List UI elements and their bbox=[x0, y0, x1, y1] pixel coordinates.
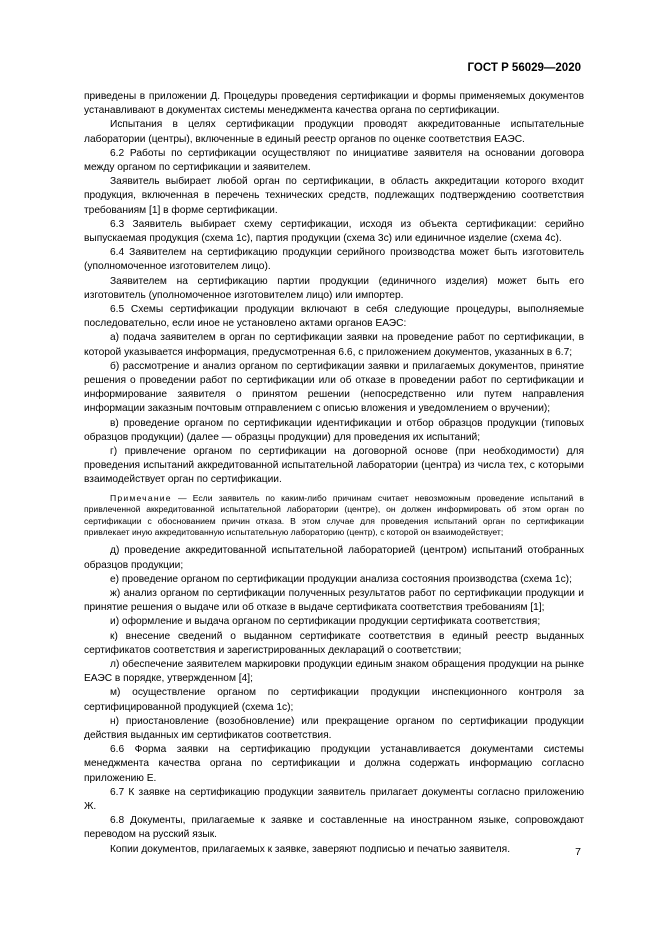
list-item: л) обеспечение заявителем маркировки продукции единым знаком обращения продукции на рынке ЕАЭС в порядке, утвержденном [4]; bbox=[84, 658, 584, 685]
paragraph: Испытания в целях сертификации продукции проводят аккредитованные испытательные лаборатории (центры), включенные в единый реестр органов по оценке соответствия ЕАЭС. bbox=[84, 119, 584, 145]
list-item: а) подача заявителем в орган по сертификации заявки на проведение работ по сертификации, в которой указывается информация, предусмотренная 6.6, с приложением документов, указанных в 6.7; bbox=[84, 332, 584, 358]
document-number-header: ГОСТ Р 56029—2020 bbox=[467, 62, 581, 74]
body-text bbox=[84, 90, 584, 857]
list-item: ж) анализ органом по сертификации полученных результатов работ по сертификации продукции и принятие решения о выдаче или об отказе в выдаче сертификата соответствия требованиям [1]; bbox=[84, 587, 584, 614]
paragraph: Заявитель выбирает любой орган по сертификации, в область аккредитации которого входит продукция, включенная в перечень технических средств, подлежащих подтверждению соответствия требованиям [1] в форме сертификации. bbox=[84, 176, 584, 216]
paragraph: 6.8 Документы, прилагаемые к заявке и составленные на иностранном языке, сопровождают переводом на русский язык. bbox=[84, 815, 584, 841]
note-text: — Если заявитель по каким-либо причинам считает невозможным проведение испытаний в привлеченной аккредитованной испытательной лаборатории (центре), он должен информировать об этом орган по сертификации с обоснованием причин отказа. В этом случае для проведения испытаний орган по сертификации привлекает иную аккредитованную испытательную лабораторию (центр), с которой он взаимодействует; bbox=[84, 492, 584, 537]
paragraph: 6.6 Форма заявки на сертификацию продукции устанавливается документами системы менеджмента качества органа по сертификации и должна содержать информацию согласно приложению Е. bbox=[84, 744, 584, 784]
list-item: м) осуществление органом по сертификации продукции инспекционного контроля за сертифицированной продукцией (схема 1с); bbox=[84, 687, 584, 713]
list-item: н) приостановление (возобновление) или прекращение органом по сертификации продукции действия выданных им сертификатов соответствия. bbox=[84, 715, 584, 741]
paragraph: 6.2 Работы по сертификации осуществляют по инициативе заявителя на основании договора между органом по сертификации и заявителем. bbox=[84, 147, 584, 174]
list-item: и) оформление и выдача органом по сертификации продукции сертификата соответствия; bbox=[110, 616, 541, 628]
paragraph: Заявителем на сертификацию партии продукции (единичного изделия) может быть его изготовитель (уполномоченное изготовителем лицо) или импортер. bbox=[84, 275, 584, 301]
list-item: б) рассмотрение и анализ органом по сертификации заявки и прилагаемых документов, принятие решения о проведении работ по сертификации или об отказе в проведении работ по сертификации и информирование заявителя о принятом решении (непосредственно или путем направления информации заказным почтовым отправлением с описью вложения и уведомлением о вручении); bbox=[84, 360, 584, 415]
paragraph: приведены в приложении Д. Процедуры проведения сертификации и формы применяемых документов устанавливают в документах системы менеджмента качества органа по сертификации. bbox=[84, 91, 584, 117]
paragraph: 6.3 Заявитель выбирает схему сертификации, исходя из объекта сертификации: серийно выпускаемая продукция (схема 1с), партия продукции (схема 3с) или единичное изделие (схема 4с). bbox=[84, 218, 584, 245]
list-item: г) привлечение органом по сертификации на договорной основе (при необходимости) для проведения испытаний аккредитованной испытательной лаборатории (центра) из числа тех, с которыми взаимодействует орган по сертификации. bbox=[84, 446, 584, 486]
paragraph: 6.5 Схемы сертификации продукции включают в себя следующие процедуры, выполняемые последовательно, если иное не установлено актами органов ЕАЭС: bbox=[84, 304, 584, 330]
list-item: е) проведение органом по сертификации продукции анализа состояния производства (схема 1с); bbox=[110, 573, 572, 585]
paragraph: 6.4 Заявителем на сертификацию продукции серийного производства может быть изготовитель (уполномоченное изготовителем лицо). bbox=[84, 247, 584, 273]
note bbox=[84, 493, 584, 539]
page-number: 7 bbox=[575, 846, 581, 858]
list-item: к) внесение сведений о выданном сертификате соответствия в единый реестр выданных сертификатов соответствия и зарегистрированных деклараций о соответствии; bbox=[84, 630, 584, 656]
note-label: Примечание bbox=[110, 492, 172, 503]
list-item: в) проведение органом по сертификации идентификации и отбор образцов продукции (типовых образцов продукции) (далее — образцы продукции) для проведения их испытаний; bbox=[84, 417, 584, 443]
paragraph: 6.7 К заявке на сертификацию продукции заявитель прилагает документы согласно приложению Ж. bbox=[84, 786, 584, 812]
list-item: д) проведение аккредитованной испытательной лабораторией (центром) испытаний отобранных образцов продукции; bbox=[84, 545, 584, 571]
paragraph: Копии документов, прилагаемых к заявке, заверяют подписью и печатью заявителя. bbox=[110, 843, 511, 855]
